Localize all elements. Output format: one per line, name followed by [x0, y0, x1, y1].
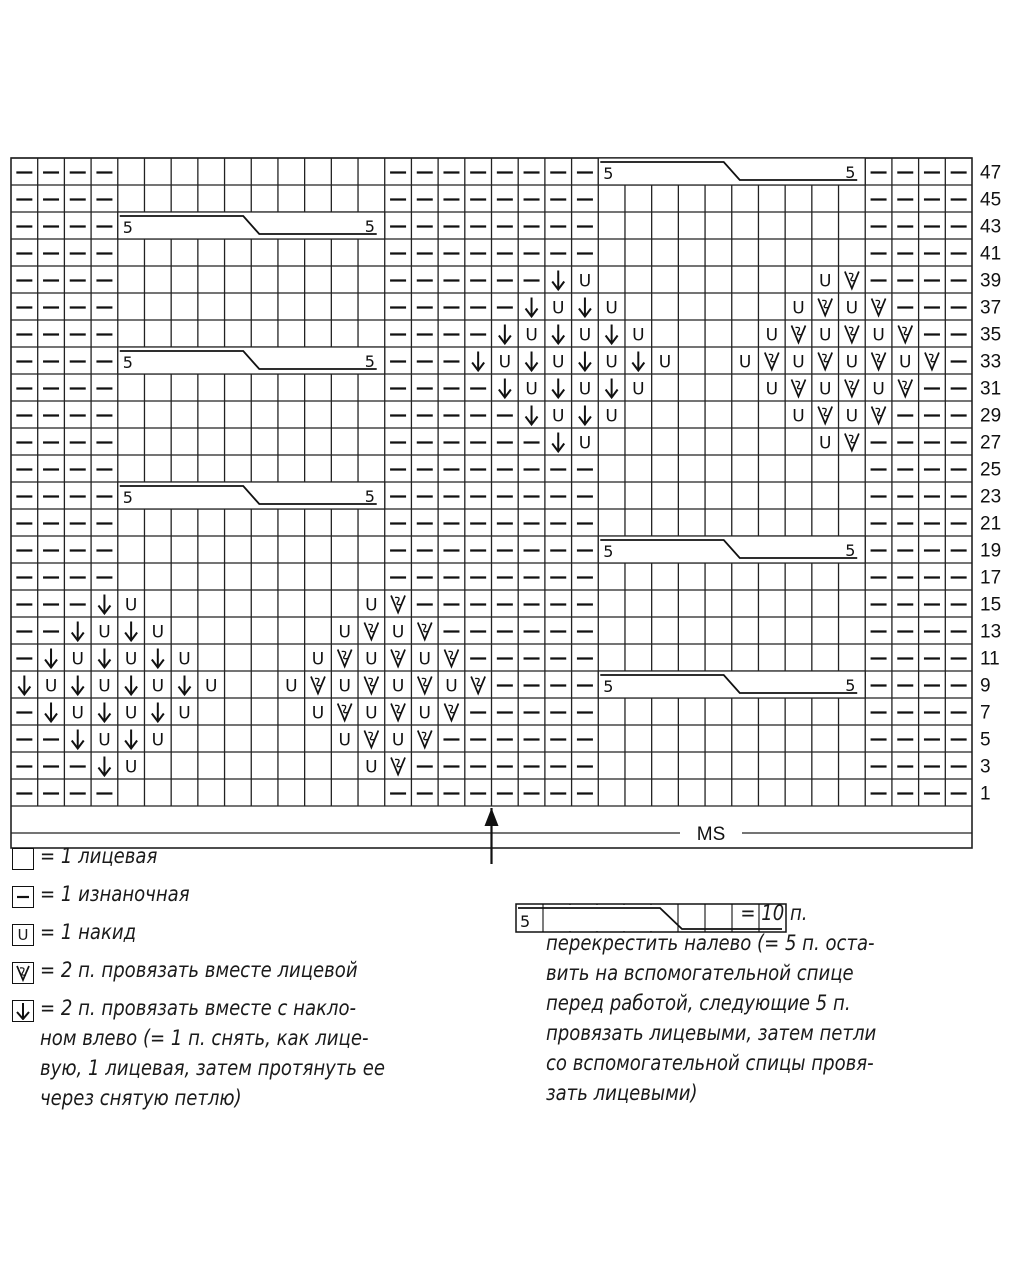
cable-cross-left	[598, 536, 865, 563]
row-number: 3	[980, 756, 991, 778]
yarn-over-stitch: U	[151, 622, 165, 643]
yarn-over-stitch: U	[124, 703, 138, 724]
legend-symbol-box	[12, 962, 34, 984]
yarn-over-stitch: U	[818, 325, 832, 346]
yarn-over-stitch: U	[552, 406, 565, 427]
yarn-over-stitch: U	[365, 595, 378, 616]
yarn-over-stitch: U	[578, 379, 592, 400]
row-number: 39	[980, 270, 1002, 292]
cable-count-left: 5	[603, 542, 614, 561]
yarn-over-stitch: U	[792, 406, 805, 427]
legend-symbol-box	[12, 848, 34, 870]
cable-count-right: 5	[845, 541, 856, 560]
row-number: 25	[980, 459, 1002, 481]
yarn-over-stitch: U	[765, 379, 779, 400]
row-number: 47	[980, 162, 1002, 184]
row-number: 17	[980, 567, 1002, 589]
row-number: 7	[980, 702, 991, 724]
row-number: 15	[980, 594, 1002, 616]
yarn-over-stitch: U	[178, 649, 191, 670]
cable-count-left: 5	[603, 677, 614, 696]
yarn-over-stitch: U	[418, 703, 431, 724]
yarn-over-stitch: U	[338, 622, 351, 643]
cable-cross-left	[118, 482, 385, 509]
cable-cross-left	[598, 158, 865, 185]
cable-count-right: 5	[364, 352, 375, 371]
yarn-over-stitch: U	[124, 757, 138, 778]
yarn-over-stitch: U	[845, 352, 859, 373]
yarn-over-stitch: U	[525, 325, 538, 346]
yarn-over-stitch: U	[632, 325, 645, 346]
row-number: 9	[980, 675, 991, 697]
legend-symbol-box: U	[12, 924, 34, 946]
cable-cross-left	[598, 671, 865, 698]
yarn-over-stitch: U	[151, 676, 165, 697]
yarn-over-stitch: U	[311, 703, 325, 724]
yarn-over-stitch: U	[552, 352, 565, 373]
yarn-over-stitch: U	[445, 676, 458, 697]
yarn-over-stitch: U	[792, 352, 805, 373]
yarn-over-stitch: U	[285, 676, 298, 697]
row-number: 29	[980, 405, 1002, 427]
row-number: 41	[980, 243, 1002, 265]
row-number: 33	[980, 351, 1002, 373]
yarn-over-stitch: U	[98, 622, 111, 643]
yarn-over-stitch: U	[552, 298, 565, 319]
row-number: 21	[980, 513, 1002, 535]
yarn-over-stitch: U	[365, 757, 378, 778]
yarn-over-stitch: U	[98, 676, 111, 697]
yarn-over-stitch: U	[578, 325, 592, 346]
row-number: 37	[980, 297, 1002, 319]
yarn-over-stitch: U	[204, 676, 218, 697]
cable-count-right: 5	[845, 163, 856, 182]
cable-count-left: 5	[603, 164, 614, 183]
yarn-over-stitch: U	[578, 433, 592, 454]
yarn-over-stitch: U	[418, 649, 431, 670]
legend-cable-label: 5	[520, 912, 531, 931]
row-number: 11	[980, 648, 1000, 670]
yarn-over-stitch: U	[391, 730, 405, 751]
yarn-over-stitch: U	[818, 433, 832, 454]
yarn-over-stitch: U	[872, 325, 885, 346]
yarn-over-stitch: U	[578, 271, 592, 292]
yarn-over-stitch: U	[338, 730, 351, 751]
yarn-over-stitch: U	[391, 676, 405, 697]
yarn-over-stitch: U	[98, 730, 111, 751]
cable-count-left: 5	[122, 488, 133, 507]
row-number: 23	[980, 486, 1002, 508]
row-number: 31	[980, 378, 1002, 400]
yarn-over-stitch: U	[365, 649, 378, 670]
legend-item-text: = 2 п. провязать вместе с накло- ном влево (= 1 п. снять, как лице- вую, 1 лицевая, затем протянуть ее через снятую петлю)	[40, 996, 385, 1110]
yarn-over-stitch: U	[124, 649, 138, 670]
yarn-over-stitch: U	[605, 352, 618, 373]
yarn-over-stitch: U	[632, 379, 645, 400]
yarn-over-stitch: U	[71, 649, 84, 670]
yarn-over-stitch: U	[792, 298, 805, 319]
yarn-over-stitch: U	[151, 730, 165, 751]
ms-label: MS	[696, 824, 726, 845]
cable-cross-left	[118, 347, 385, 374]
cable-count-right: 5	[364, 217, 375, 236]
row-number: 19	[980, 540, 1002, 562]
yarn-over-stitch: U	[311, 649, 325, 670]
row-number: 13	[980, 621, 1002, 643]
yarn-over-stitch: U	[765, 325, 779, 346]
legend-item-text: = 1 изнаночная	[40, 882, 190, 906]
legend-cable-text: = 10 п. перекрестить налево (= 5 п. оста- вить на вспомогательной спице перед работой, следующие 5 п. провязать лицевыми, затем петли со вспомогательной спицы провя- зать лицевыми)	[546, 901, 877, 1105]
cable-count-left: 5	[122, 218, 133, 237]
row-number: 1	[980, 783, 991, 805]
row-number: 5	[980, 729, 991, 751]
yarn-over-stitch: U	[338, 676, 351, 697]
yarn-over-stitch: U	[605, 298, 618, 319]
cable-count-right: 5	[364, 487, 375, 506]
yarn-over-stitch: U	[605, 406, 618, 427]
cable-count-right: 5	[845, 676, 856, 695]
row-number: 43	[980, 216, 1002, 238]
row-number: 27	[980, 432, 1002, 454]
yarn-over-stitch: U	[71, 703, 84, 724]
yarn-over-stitch: U	[818, 379, 832, 400]
yarn-over-stitch: U	[658, 352, 672, 373]
legend-item-text: = 1 лицевая	[40, 844, 158, 868]
yarn-over-stitch: U	[845, 406, 859, 427]
legend-item-text: = 1 накид	[40, 920, 137, 944]
yarn-over-stitch: U	[872, 379, 885, 400]
cable-cross-left	[118, 212, 385, 239]
row-number: 35	[980, 324, 1002, 346]
yarn-over-stitch: U	[124, 595, 138, 616]
yarn-over-stitch: U	[845, 298, 859, 319]
legend-symbol-box	[12, 886, 34, 908]
yarn-over-stitch: U	[738, 352, 752, 373]
row-number: 45	[980, 189, 1002, 211]
legend-item-text: = 2 п. провязать вместе лицевой	[40, 958, 358, 982]
yarn-over-stitch: U	[818, 271, 832, 292]
legend-symbol-box	[12, 1000, 34, 1022]
yarn-over-stitch: U	[178, 703, 191, 724]
yarn-over-stitch: U	[899, 352, 912, 373]
yarn-over-stitch: U	[391, 622, 405, 643]
yarn-over-stitch: U	[498, 352, 512, 373]
cable-count-left: 5	[122, 353, 133, 372]
yarn-over-stitch: U	[44, 676, 58, 697]
yarn-over-stitch: U	[365, 703, 378, 724]
yarn-over-stitch: U	[525, 379, 538, 400]
